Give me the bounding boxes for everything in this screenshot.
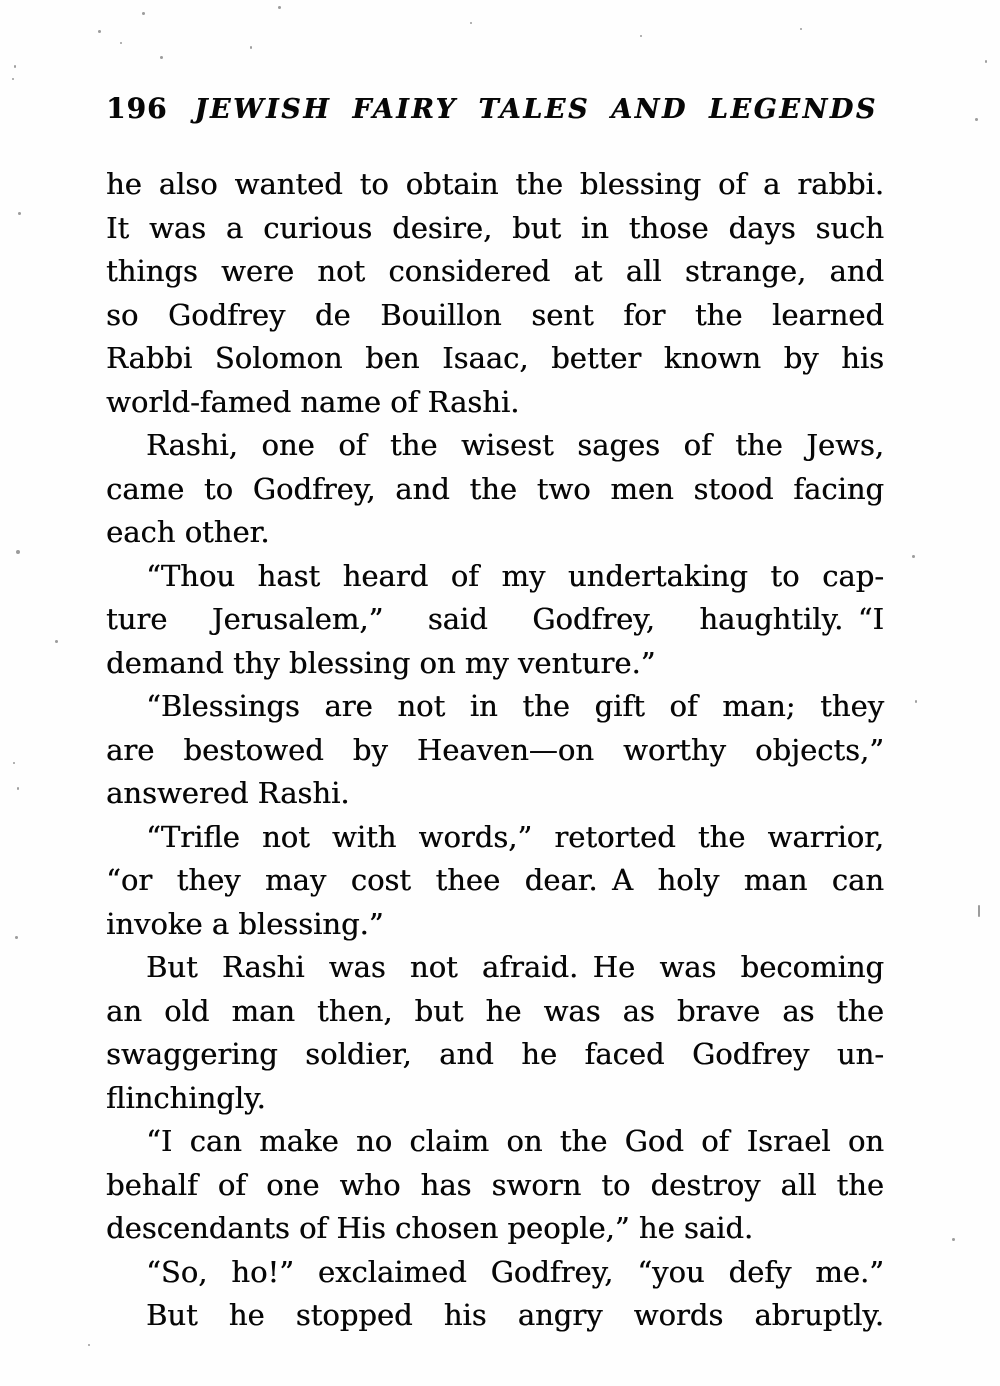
- text-line: descendants of His chosen people,” he said.: [106, 1211, 754, 1245]
- text-line: ture Jerusalem,” said Godfrey, haughtily. “I: [106, 602, 884, 636]
- text-line: Rabbi Solomon ben Isaac, better known by his: [106, 341, 884, 375]
- text-line: are bestowed by Heaven—on worthy objects,”: [106, 732, 884, 767]
- running-title: JEWISH FAIRY TALES AND LEGENDS: [194, 94, 878, 125]
- text-line: behalf of one who has sworn to destroy all the: [106, 1167, 884, 1202]
- text-line: “or they may cost thee dear. A holy man can: [106, 863, 884, 897]
- text-line: came to Godfrey, and the two men stood facing: [106, 471, 884, 506]
- page-text: [106, 163, 884, 1338]
- text-line: “Blessings are not in the gift of man; they: [146, 689, 884, 723]
- text-line: But Rashi was not afraid. He was becoming: [146, 950, 884, 984]
- text-line: things were not considered at all strange, and: [106, 254, 884, 288]
- text-line: invoke a blessing.”: [106, 906, 384, 941]
- text-line: It was a curious desire, but in those days such: [106, 210, 884, 245]
- text-line: swaggering soldier, and he faced Godfrey un-: [106, 1037, 884, 1071]
- text-line: Rashi, one of the wisest sages of the Jews,: [146, 428, 884, 462]
- text-line: demand thy blessing on my venture.”: [106, 645, 656, 680]
- text-line: “Trifle not with words,” retorted the warrior,: [146, 819, 884, 854]
- text-line: “I can make no claim on the God of Israel on: [146, 1124, 884, 1158]
- text-line: answered Rashi.: [106, 776, 350, 810]
- running-header: [106, 92, 884, 125]
- page-number: 196: [106, 92, 168, 125]
- text-line: “Thou hast heard of my undertaking to cap-: [146, 558, 884, 593]
- text-line: But he stopped his angry words abruptly.: [146, 1298, 884, 1332]
- text-line: “So, ho!” exclaimed Godfrey, “you defy me.”: [146, 1254, 884, 1289]
- text-line: flinchingly.: [106, 1080, 266, 1115]
- text-line: world-famed name of Rashi.: [106, 384, 520, 419]
- text-line: so Godfrey de Bouillon sent for the learned: [106, 297, 884, 332]
- text-line: an old man then, but he was as brave as the: [106, 993, 884, 1028]
- text-line: he also wanted to obtain the blessing of a rabbi.: [106, 167, 884, 201]
- text-line: each other.: [106, 515, 270, 549]
